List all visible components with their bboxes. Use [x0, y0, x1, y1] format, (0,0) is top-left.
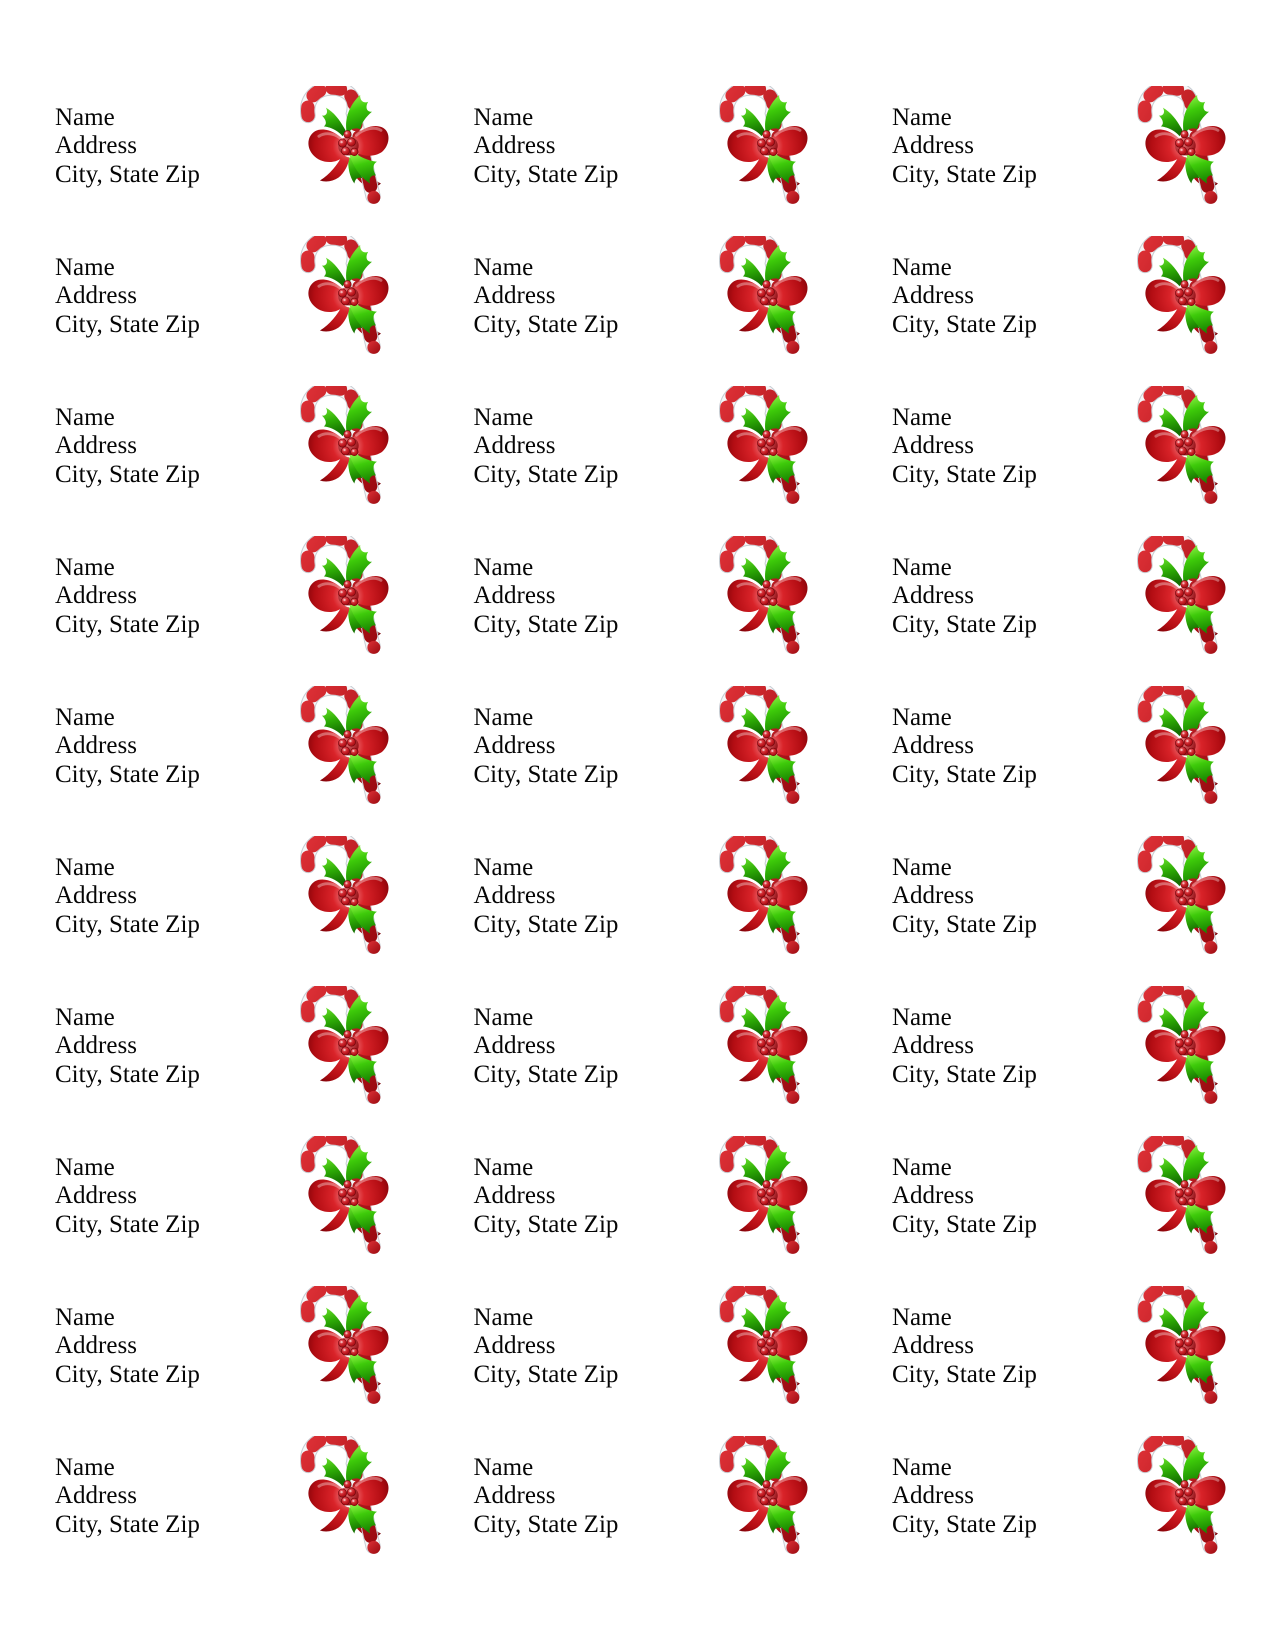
label-name-line[interactable]: Name	[892, 554, 952, 581]
address-label[interactable]	[837, 985, 1256, 1135]
address-text-block	[55, 704, 200, 789]
label-city-state-zip-line[interactable]: City, State Zip	[473, 460, 619, 488]
label-address-line[interactable]: Address	[892, 1332, 974, 1360]
label-name-line[interactable]: Name	[473, 254, 534, 281]
address-text-block	[474, 1154, 619, 1239]
label-name-line[interactable]: Name	[55, 404, 115, 431]
label-city-state-zip-line[interactable]: City, State Zip	[55, 610, 200, 638]
label-name-line[interactable]: Name	[55, 1454, 115, 1481]
label-address-line[interactable]: Address	[892, 882, 974, 910]
label-city-state-zip-line[interactable]: City, State Zip	[473, 910, 619, 938]
label-name-line[interactable]: Name	[892, 104, 952, 131]
label-name-line[interactable]: Name	[892, 404, 952, 431]
candy-cane-icon	[300, 1286, 391, 1411]
candy-cane-icon	[300, 386, 391, 511]
label-city-state-zip-line[interactable]: City, State Zip	[473, 160, 619, 188]
label-city-state-zip-line[interactable]: City, State Zip	[473, 1360, 619, 1388]
candy-cane-icon	[300, 536, 391, 661]
label-name-line[interactable]: Name	[473, 554, 534, 581]
address-text-block	[892, 854, 1037, 939]
candy-cane-icon	[719, 1436, 810, 1561]
label-name-line[interactable]: Name	[55, 1304, 115, 1331]
label-city-state-zip-line[interactable]: City, State Zip	[473, 1510, 619, 1538]
address-label[interactable]	[419, 685, 838, 835]
candy-cane-icon	[1137, 836, 1228, 961]
label-city-state-zip-line[interactable]: City, State Zip	[473, 760, 619, 788]
label-address-line[interactable]: Address	[55, 882, 137, 910]
label-city-state-zip-line[interactable]: City, State Zip	[892, 460, 1037, 488]
label-name-line[interactable]: Name	[892, 1454, 952, 1481]
label-city-state-zip-line[interactable]: City, State Zip	[55, 1360, 200, 1388]
label-address-line[interactable]: Address	[55, 1182, 137, 1210]
label-address-line[interactable]: Address	[473, 432, 556, 460]
address-text-block	[892, 554, 1037, 639]
address-label[interactable]	[0, 835, 419, 985]
address-label[interactable]	[0, 235, 419, 385]
candy-cane-icon	[300, 1136, 391, 1261]
address-text-block	[892, 704, 1037, 789]
label-city-state-zip-line[interactable]: City, State Zip	[892, 1510, 1037, 1538]
candy-cane-icon	[300, 686, 391, 811]
label-address-line[interactable]: Address	[473, 882, 556, 910]
label-address-line[interactable]: Address	[892, 132, 974, 160]
label-city-state-zip-line[interactable]: City, State Zip	[55, 310, 200, 338]
label-address-line[interactable]: Address	[55, 732, 137, 760]
label-address-line[interactable]: Address	[55, 1032, 137, 1060]
label-name-line[interactable]: Name	[55, 704, 115, 731]
label-address-line[interactable]: Address	[892, 1182, 974, 1210]
address-text-block	[474, 1454, 619, 1539]
label-name-line[interactable]: Name	[892, 1304, 952, 1331]
candy-cane-icon	[1137, 536, 1228, 661]
candy-cane-icon	[719, 836, 810, 961]
label-name-line[interactable]: Name	[473, 704, 534, 731]
label-address-line[interactable]: Address	[473, 1032, 556, 1060]
address-label[interactable]	[0, 1285, 419, 1435]
labels-grid	[0, 85, 1256, 1585]
address-text-block	[474, 1304, 619, 1389]
candy-cane-icon	[719, 986, 810, 1111]
label-address-line[interactable]: Address	[892, 732, 974, 760]
candy-cane-icon	[300, 986, 391, 1111]
label-address-line[interactable]: Address	[55, 1332, 137, 1360]
address-text-block	[474, 1004, 619, 1089]
label-name-line[interactable]: Name	[473, 854, 534, 881]
label-city-state-zip-line[interactable]: City, State Zip	[892, 760, 1037, 788]
label-city-state-zip-line[interactable]: City, State Zip	[55, 1210, 200, 1238]
label-address-line[interactable]: Address	[473, 1182, 556, 1210]
address-label[interactable]	[837, 1285, 1256, 1435]
label-city-state-zip-line[interactable]: City, State Zip	[892, 1060, 1037, 1088]
candy-cane-icon	[719, 686, 810, 811]
label-address-line[interactable]: Address	[892, 582, 974, 610]
label-address-line[interactable]: Address	[473, 732, 556, 760]
label-address-line[interactable]: Address	[473, 1332, 556, 1360]
address-text-block	[892, 104, 1037, 189]
address-text-block	[55, 1004, 200, 1089]
address-text-block	[55, 404, 200, 489]
candy-cane-icon	[1137, 686, 1228, 811]
label-address-line[interactable]: Address	[55, 282, 137, 310]
label-city-state-zip-line[interactable]: City, State Zip	[473, 1210, 619, 1238]
label-address-line[interactable]: Address	[55, 432, 137, 460]
label-name-line[interactable]: Name	[892, 1004, 952, 1031]
label-name-line[interactable]: Name	[892, 854, 952, 881]
candy-cane-icon	[300, 86, 391, 211]
address-label[interactable]	[419, 535, 838, 685]
address-label[interactable]	[419, 1135, 838, 1285]
address-text-block	[892, 1004, 1037, 1089]
candy-cane-icon	[719, 86, 810, 211]
label-city-state-zip-line[interactable]: City, State Zip	[55, 1060, 200, 1088]
label-address-line[interactable]: Address	[892, 432, 974, 460]
address-text-block	[55, 1454, 200, 1539]
candy-cane-icon	[300, 236, 391, 361]
address-label[interactable]	[419, 1435, 838, 1585]
candy-cane-icon	[719, 386, 810, 511]
address-label[interactable]	[837, 835, 1256, 985]
address-label[interactable]	[0, 535, 419, 685]
label-city-state-zip-line[interactable]: City, State Zip	[892, 160, 1037, 188]
address-text-block	[55, 1304, 200, 1389]
address-label[interactable]	[0, 85, 419, 235]
label-name-line[interactable]: Name	[55, 254, 115, 281]
address-text-block	[892, 1154, 1037, 1239]
address-text-block	[55, 104, 200, 189]
candy-cane-icon	[719, 1286, 810, 1411]
label-address-line[interactable]: Address	[55, 582, 137, 610]
address-label[interactable]	[419, 835, 838, 985]
address-label[interactable]	[837, 535, 1256, 685]
label-city-state-zip-line[interactable]: City, State Zip	[892, 310, 1037, 338]
label-city-state-zip-line[interactable]: City, State Zip	[55, 160, 200, 188]
label-address-line[interactable]: Address	[892, 282, 974, 310]
label-name-line[interactable]: Name	[55, 554, 115, 581]
label-city-state-zip-line[interactable]: City, State Zip	[473, 310, 619, 338]
label-name-line[interactable]: Name	[473, 1304, 534, 1331]
address-text-block	[55, 1154, 200, 1239]
label-address-line[interactable]: Address	[473, 132, 556, 160]
address-text-block	[55, 254, 200, 339]
address-label[interactable]	[837, 235, 1256, 385]
candy-cane-icon	[1137, 236, 1228, 361]
label-name-line[interactable]: Name	[473, 104, 534, 131]
address-text-block	[474, 704, 619, 789]
address-text-block	[474, 554, 619, 639]
address-label[interactable]	[0, 1135, 419, 1285]
address-label[interactable]	[0, 985, 419, 1135]
candy-cane-icon	[1137, 1286, 1228, 1411]
address-label[interactable]	[837, 1135, 1256, 1285]
label-name-line[interactable]: Name	[892, 704, 952, 731]
candy-cane-icon	[719, 536, 810, 661]
address-label[interactable]	[837, 85, 1256, 235]
candy-cane-icon	[719, 1136, 810, 1261]
address-text-block	[892, 1454, 1037, 1539]
label-address-line[interactable]: Address	[892, 1032, 974, 1060]
address-label[interactable]	[419, 235, 838, 385]
label-name-line[interactable]: Name	[473, 1154, 534, 1181]
label-city-state-zip-line[interactable]: City, State Zip	[55, 760, 200, 788]
address-label[interactable]	[837, 385, 1256, 535]
address-label[interactable]	[419, 385, 838, 535]
label-city-state-zip-line[interactable]: City, State Zip	[892, 910, 1037, 938]
label-name-line[interactable]: Name	[473, 1004, 534, 1031]
label-city-state-zip-line[interactable]: City, State Zip	[892, 1360, 1037, 1388]
candy-cane-icon	[1137, 986, 1228, 1111]
label-address-line[interactable]: Address	[473, 282, 556, 310]
label-address-line[interactable]: Address	[892, 1482, 974, 1510]
candy-cane-icon	[1137, 86, 1228, 211]
label-city-state-zip-line[interactable]: City, State Zip	[55, 1510, 200, 1538]
address-label[interactable]	[837, 685, 1256, 835]
label-city-state-zip-line[interactable]: City, State Zip	[55, 910, 200, 938]
address-text-block	[55, 854, 200, 939]
label-name-line[interactable]: Name	[55, 1004, 115, 1031]
address-label[interactable]	[837, 1435, 1256, 1585]
address-label[interactable]	[0, 1435, 419, 1585]
address-label[interactable]	[0, 385, 419, 535]
address-label[interactable]	[419, 1285, 838, 1435]
label-name-line[interactable]: Name	[473, 404, 534, 431]
label-name-line[interactable]: Name	[892, 254, 952, 281]
label-name-line[interactable]: Name	[55, 1154, 115, 1181]
label-name-line[interactable]: Name	[473, 1454, 534, 1481]
address-text-block	[474, 854, 619, 939]
label-address-line[interactable]: Address	[55, 132, 137, 160]
address-text-block	[474, 104, 619, 189]
candy-cane-icon	[300, 836, 391, 961]
candy-cane-icon	[1137, 386, 1228, 511]
address-label[interactable]	[419, 85, 838, 235]
label-name-line[interactable]: Name	[55, 854, 115, 881]
address-label[interactable]	[0, 685, 419, 835]
label-city-state-zip-line[interactable]: City, State Zip	[473, 610, 619, 638]
candy-cane-icon	[300, 1436, 391, 1561]
address-label[interactable]	[419, 985, 838, 1135]
address-text-block	[892, 254, 1037, 339]
label-city-state-zip-line[interactable]: City, State Zip	[473, 1060, 619, 1088]
candy-cane-icon	[1137, 1436, 1228, 1561]
address-text-block	[892, 404, 1037, 489]
label-address-line[interactable]: Address	[473, 1482, 556, 1510]
candy-cane-icon	[1137, 1136, 1228, 1261]
label-name-line[interactable]: Name	[892, 1154, 952, 1181]
address-text-block	[892, 1304, 1037, 1389]
address-text-block	[474, 404, 619, 489]
label-address-line[interactable]: Address	[473, 582, 556, 610]
label-city-state-zip-line[interactable]: City, State Zip	[892, 1210, 1037, 1238]
label-city-state-zip-line[interactable]: City, State Zip	[892, 610, 1037, 638]
candy-cane-icon	[719, 236, 810, 361]
label-address-line[interactable]: Address	[55, 1482, 137, 1510]
address-text-block	[55, 554, 200, 639]
address-text-block	[474, 254, 619, 339]
label-city-state-zip-line[interactable]: City, State Zip	[55, 460, 200, 488]
label-name-line[interactable]: Name	[55, 104, 115, 131]
